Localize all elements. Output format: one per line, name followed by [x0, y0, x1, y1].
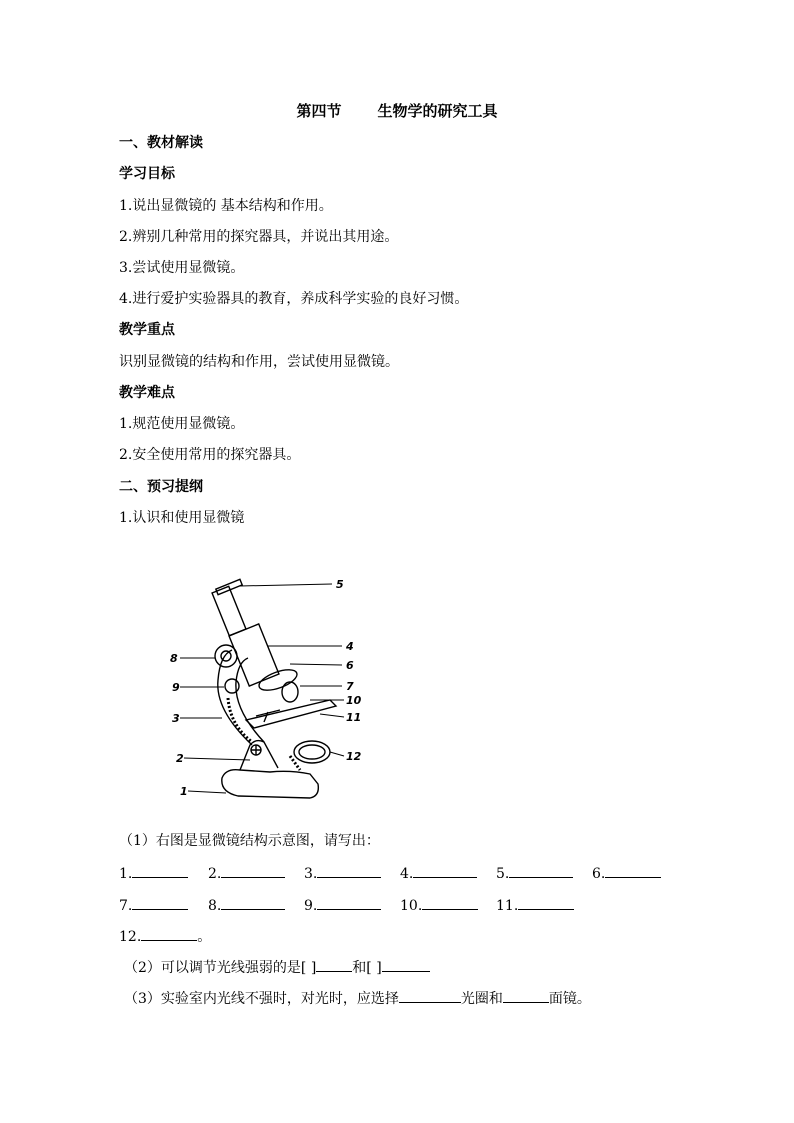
arm-shape	[218, 650, 252, 745]
page-title	[0, 100, 794, 121]
title-section: 第四节	[296, 102, 342, 120]
goals-heading: 学习目标	[119, 166, 175, 182]
question-3-text-a: （3）实验室内光线不强时，对光时，应选择	[124, 991, 399, 1007]
answer-blank[interactable]	[382, 956, 430, 972]
question-2-text-a: （2）可以调节光线强弱的是[ ]	[124, 960, 317, 976]
answer-blank[interactable]	[132, 894, 188, 910]
section2-heading: 二、预习提纲	[119, 479, 203, 495]
fine-knob-shape	[225, 679, 239, 693]
answer-label: 5.	[496, 866, 510, 882]
question-3-text-b: 光圈和	[460, 991, 503, 1007]
answer-blank[interactable]	[317, 894, 381, 910]
question-2-text-b: 和[ ]	[352, 960, 382, 976]
answer-blank[interactable]	[399, 987, 461, 1003]
answer-label: 12.	[119, 929, 142, 945]
answer-blank[interactable]	[317, 862, 381, 878]
answer-blank[interactable]	[316, 956, 352, 972]
title-topic: 生物学的研究工具	[377, 102, 498, 120]
answer-label: 8.	[208, 898, 222, 914]
goal-item-1: 1.说出显微镜的 基本结构和作用。	[119, 198, 333, 214]
label-10: 10	[346, 694, 362, 707]
goal-item-3: 3.尝试使用显微镜。	[119, 260, 245, 276]
label-8: 8	[170, 652, 178, 665]
answer-blank[interactable]	[518, 894, 574, 910]
section2-sub: 1.认识和使用显微镜	[119, 510, 245, 526]
answer-blank[interactable]	[141, 925, 197, 941]
label-6: 6	[346, 659, 354, 672]
label-2: 2	[176, 752, 184, 765]
microscope-diagram	[160, 570, 370, 815]
label-9: 9	[172, 681, 180, 694]
label-7: 7	[346, 680, 354, 693]
answer-label: 11.	[496, 898, 519, 914]
base-shape	[222, 770, 319, 798]
key-points-heading: 教学重点	[119, 322, 175, 338]
answer-blank[interactable]	[413, 862, 477, 878]
question-3-text-c: 面镜。	[548, 991, 591, 1007]
difficulty-item-1: 1.规范使用显微镜。	[119, 416, 245, 432]
answer-label: 6.	[592, 866, 606, 882]
answer-blank[interactable]	[221, 862, 285, 878]
answer-blank[interactable]	[221, 894, 285, 910]
answer-label: 2.	[208, 866, 222, 882]
answer-blank[interactable]	[422, 894, 478, 910]
answer-label: 1.	[119, 866, 133, 882]
answer-label: 7.	[119, 898, 133, 914]
key-points-text: 识别显微镜的结构和作用，尝试使用显微镜。	[119, 354, 399, 370]
answer-row-3	[119, 925, 211, 947]
answer-blank[interactable]	[503, 987, 549, 1003]
difficulty-item-2: 2.安全使用常用的探究器具。	[119, 447, 301, 463]
objective-shape	[282, 682, 298, 702]
question-1: （1）右图是显微镜结构示意图，请写出：	[119, 833, 380, 849]
label-3: 3	[172, 712, 180, 725]
answer-blank[interactable]	[132, 862, 188, 878]
answer-row-2	[119, 894, 679, 914]
goal-item-4: 4.进行爱护实验器具的教育，养成科学实验的良好习惯。	[119, 291, 469, 307]
answer-end-mark: 。	[197, 929, 212, 945]
pillar-shape	[240, 741, 278, 770]
goal-item-2: 2.辨别几种常用的探究器具，并说出其用途。	[119, 229, 399, 245]
difficulties-heading: 教学难点	[119, 385, 175, 401]
label-4: 4	[346, 640, 354, 653]
section1-heading: 一、教材解读	[119, 135, 203, 151]
answer-blank[interactable]	[509, 862, 573, 878]
answer-label: 10.	[400, 898, 423, 914]
label-5: 5	[336, 578, 344, 591]
answer-row-1	[119, 862, 679, 882]
coarse-knob-shape	[215, 645, 237, 667]
answer-label: 3.	[304, 866, 318, 882]
question-3	[124, 987, 591, 1009]
answer-blank[interactable]	[605, 862, 661, 878]
question-2	[124, 956, 430, 978]
label-11: 11	[346, 711, 362, 724]
answer-label: 9.	[304, 898, 318, 914]
label-12: 12	[346, 750, 362, 763]
label-1: 1	[180, 785, 188, 798]
answer-label: 4.	[400, 866, 414, 882]
